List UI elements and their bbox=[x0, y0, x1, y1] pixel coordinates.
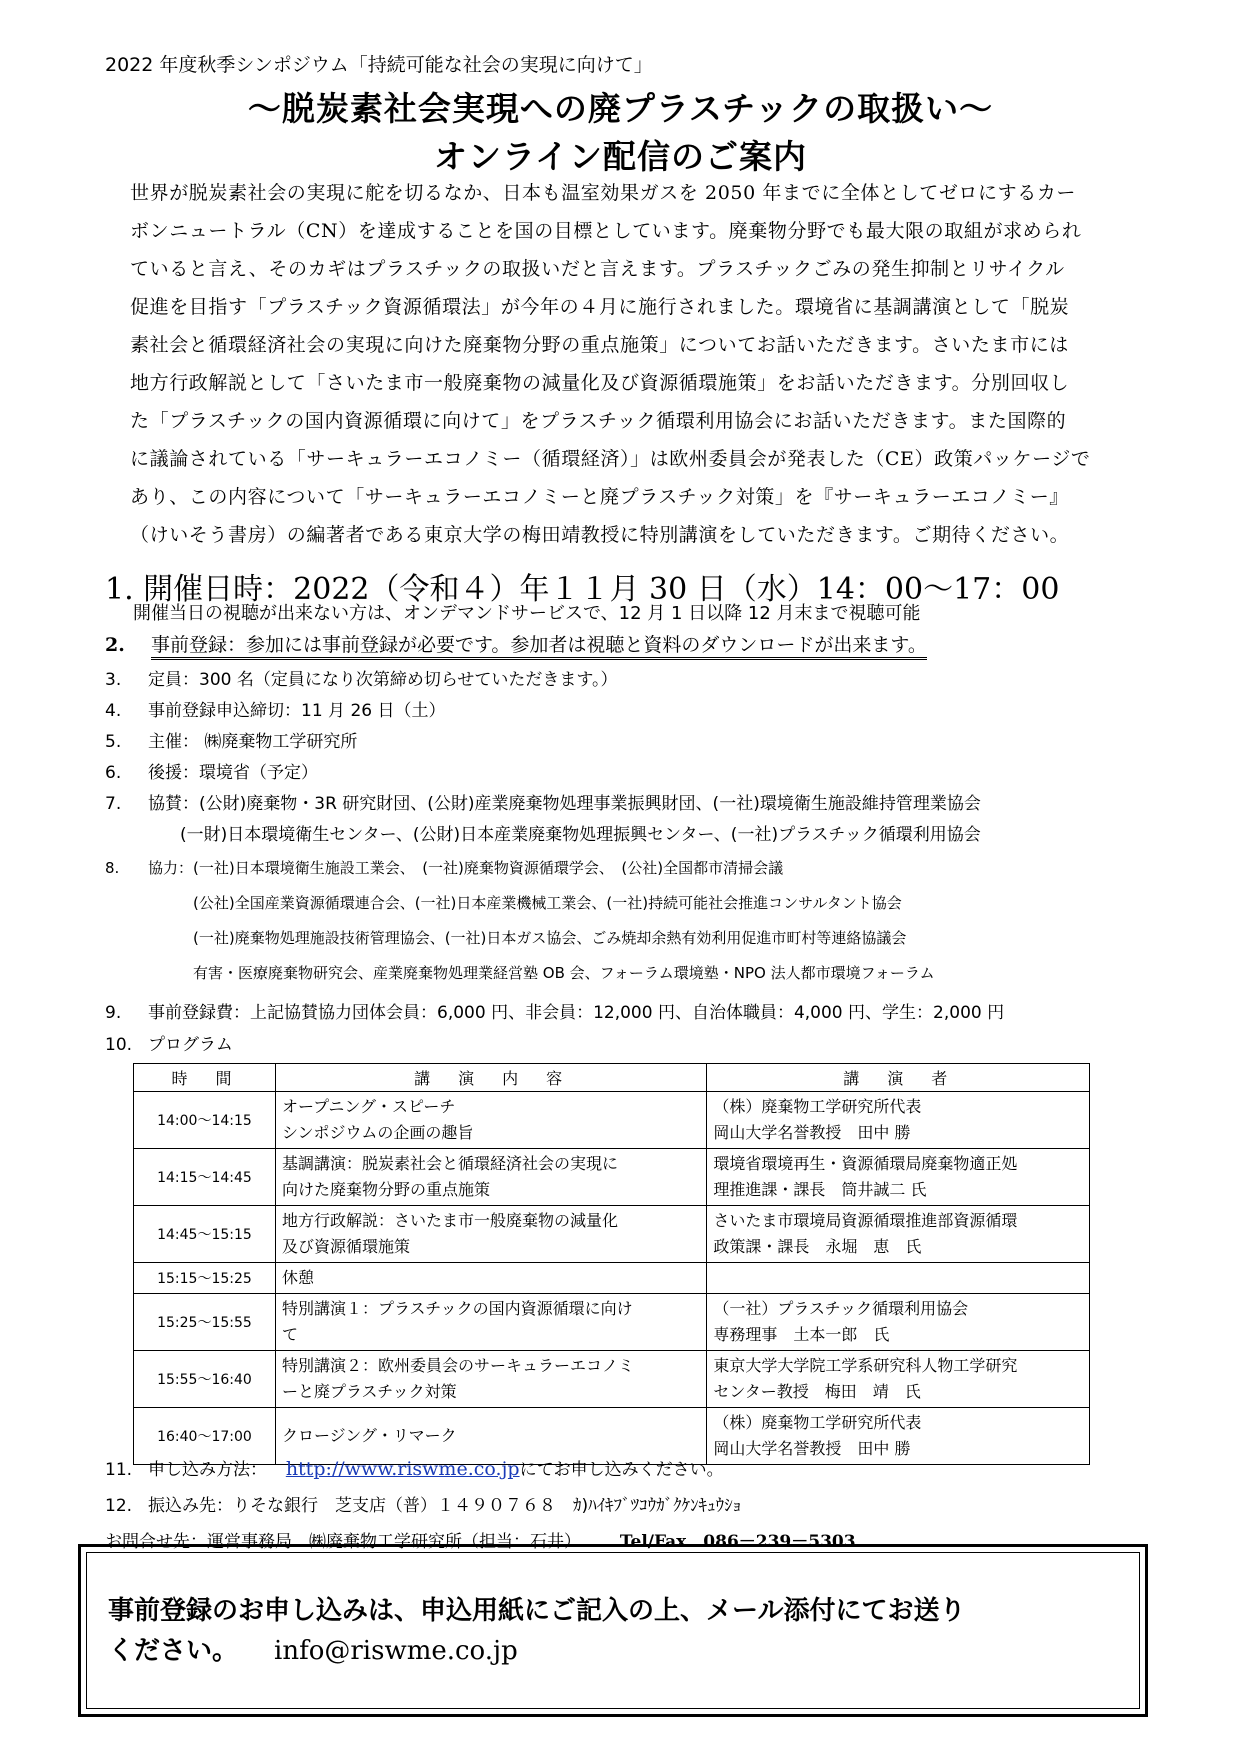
column-header-content: 講 演 内 容 bbox=[275, 1064, 706, 1092]
item-number: 3. bbox=[105, 670, 122, 690]
sponsors-text: 協賛：(公財)廃棄物・3R 研究財団、(公財)産業廃棄物処理事業振興財団、(一社)環境衛生施設維持管理業協会 bbox=[148, 794, 981, 814]
speaker-line: 東京大学大学院工学系研究科人物工学研究 bbox=[713, 1356, 1018, 1375]
session-content-line: 地方行政解説：さいたま市一般廃棄物の減量化 bbox=[281, 1211, 618, 1230]
program-label: プログラム bbox=[148, 1035, 233, 1055]
contact-phone: Tel/Fax 086－239－5303 bbox=[619, 1532, 856, 1552]
organizer-item bbox=[105, 727, 357, 752]
fee-text: 事前登録費：上記協賛協力団体会員：6,000 円、非会員：12,000 円、自治体職員：4,000 円、学生：2,000 円 bbox=[148, 1003, 1005, 1023]
table-row bbox=[134, 1149, 1090, 1206]
item-number: 8. bbox=[105, 859, 120, 877]
intro-line: 促進を目指す「プラスチック資源循環法」が今年の４月に施行されました。環境省に基調講演として「脱炭 bbox=[130, 296, 1070, 318]
registration-notice-text bbox=[108, 1591, 965, 1671]
application-method-item bbox=[105, 1455, 724, 1480]
notice-line2-text: ください。 bbox=[108, 1636, 239, 1666]
application-suffix: にてお申し込みください。 bbox=[519, 1460, 724, 1480]
session-time: 15:15～15:25 bbox=[134, 1263, 276, 1294]
deadline-text: 事前登録申込締切：11 月 26 日（土） bbox=[148, 701, 446, 721]
session-speaker bbox=[707, 1263, 1090, 1294]
table-row bbox=[134, 1351, 1090, 1408]
session-time: 14:00～14:15 bbox=[134, 1092, 276, 1149]
session-time: 14:45～15:15 bbox=[134, 1206, 276, 1263]
intro-line: に議論されている「サーキュラーエコノミー（循環経済）」は欧州委員会が発表した（CE）政策パッケージで bbox=[130, 448, 1091, 470]
table-row bbox=[134, 1294, 1090, 1351]
session-content bbox=[275, 1351, 706, 1408]
speaker-line: （一社）プラスチック循環利用協会 bbox=[713, 1299, 969, 1318]
sponsors-continued: (一財)日本環境衛生センター、(公財)日本産業廃棄物処理振興センター、(一社)プラスチック循環利用協会 bbox=[180, 825, 981, 845]
table-header-row bbox=[134, 1064, 1090, 1092]
support-item bbox=[105, 758, 318, 783]
session-content bbox=[275, 1294, 706, 1351]
session-speaker bbox=[707, 1092, 1090, 1149]
intro-line: ボンニュートラル（CN）を達成することを国の目標としています。廃棄物分野でも最大限の取組が求められ bbox=[130, 220, 1082, 242]
session-content-line: 及び資源循環施策 bbox=[281, 1237, 410, 1256]
column-header-speaker: 講 演 者 bbox=[707, 1064, 1090, 1092]
intro-line: 地方行政解説として「さいたま市一般廃棄物の減量化及び資源循環施策」をお話いただきます。分別回収し bbox=[130, 372, 1070, 394]
main-title-line2: オンライン配信のご案内 bbox=[433, 137, 807, 176]
session-time: 15:55～16:40 bbox=[134, 1351, 276, 1408]
speaker-line: 環境省環境再生・資源循環局廃棄物適正処 bbox=[713, 1154, 1018, 1173]
session-speaker bbox=[707, 1206, 1090, 1263]
intro-line: ていると言え、そのカギはプラスチックの取扱いだと言えます。プラスチックごみの発生抑制とリサイクル bbox=[130, 258, 1065, 280]
intro-paragraph bbox=[130, 174, 1155, 554]
sponsors-item bbox=[105, 789, 981, 814]
item-number: 4. bbox=[105, 701, 122, 721]
intro-line: あり、この内容について「サーキュラーエコノミーと廃プラスチック対策」を『サーキュラーエコノミー』 bbox=[130, 486, 1069, 508]
session-content-line: オープニング・スピーチ bbox=[281, 1097, 456, 1116]
notice-line: 事前登録のお申し込みは、申込用紙にご記入の上、メール添付にてお送り bbox=[108, 1596, 966, 1626]
symposium-subtitle: 2022 年度秋季シンポジウム「持続可能な社会の実現に向けて」 bbox=[105, 54, 653, 76]
session-content bbox=[275, 1092, 706, 1149]
cooperation-continued: 有害・医療廃棄物研究会、産業廃棄物処理業経営塾 OB 会、フォーラム環境塾・NPO 法人都市環境フォーラム bbox=[193, 964, 935, 982]
session-content-line: シンポジウムの企画の趣旨 bbox=[281, 1123, 474, 1142]
speaker-line: 政策課・課長 永堀 恵 氏 bbox=[713, 1237, 922, 1256]
organizer-text: 主催： ㈱廃棄物工学研究所 bbox=[148, 732, 358, 752]
application-label: 申し込み方法： bbox=[148, 1460, 267, 1480]
item-number: 12. bbox=[105, 1496, 133, 1516]
session-content-line: 休憩 bbox=[281, 1268, 314, 1287]
capacity-text: 定員：300 名（定員になり次第締め切らせていただきます。） bbox=[148, 670, 618, 690]
pre-registration-item bbox=[105, 630, 927, 657]
session-content bbox=[275, 1263, 706, 1294]
program-item bbox=[105, 1030, 233, 1055]
capacity-item bbox=[105, 665, 617, 690]
speaker-line: 理推進課・課長 筒井誠二 氏 bbox=[713, 1180, 927, 1199]
speaker-line: 専務理事 土本一郎 氏 bbox=[713, 1325, 890, 1344]
session-content-line: 特別講演１：プラスチックの国内資源循環に向け bbox=[281, 1299, 633, 1318]
session-time: 15:25～15:55 bbox=[134, 1294, 276, 1351]
speaker-line: （株）廃棄物工学研究所代表 bbox=[713, 1413, 922, 1432]
speaker-line: さいたま市環境局資源循環推進部資源循環 bbox=[713, 1211, 1018, 1230]
cooperation-continued: (一社)廃棄物処理施設技術管理協会、(一社)日本ガス協会、ごみ焼却余熱有効利用促進市町村等連絡協議会 bbox=[193, 929, 907, 947]
item-number: 9. bbox=[105, 1003, 122, 1023]
item-number: 10. bbox=[105, 1035, 133, 1055]
program-table bbox=[133, 1063, 1090, 1465]
notice-line bbox=[108, 1631, 965, 1671]
speaker-line: 岡山大学名誉教授 田中 勝 bbox=[713, 1439, 911, 1458]
event-datetime-heading: 1. 開催日時：2022（令和４）年１１月 30 日（水）14：00～17：00 bbox=[105, 572, 1060, 607]
item-number: 7. bbox=[105, 794, 122, 814]
intro-line: た「プラスチックの国内資源循環に向けて」をプラスチック循環利用協会にお話いただきます。また国際的 bbox=[130, 410, 1067, 432]
session-speaker bbox=[707, 1149, 1090, 1206]
deadline-item bbox=[105, 696, 445, 721]
session-content-line: クロージング・リマーク bbox=[281, 1426, 457, 1445]
fee-item bbox=[105, 998, 1004, 1023]
session-content-line: ーと廃プラスチック対策 bbox=[281, 1382, 457, 1401]
session-speaker bbox=[707, 1351, 1090, 1408]
speaker-line: センター教授 梅田 靖 氏 bbox=[713, 1382, 921, 1401]
item-number: 2. bbox=[105, 634, 125, 656]
table-row bbox=[134, 1263, 1090, 1294]
cooperation-continued: (公社)全国産業資源循環連合会、(一社)日本産業機械工業会、(一社)持続可能社会推進コンサルタント協会 bbox=[193, 894, 902, 912]
session-content-line: 特別講演２：欧州委員会のサーキュラーエコノミ bbox=[281, 1356, 634, 1375]
table-row bbox=[134, 1206, 1090, 1263]
session-content-line: て bbox=[281, 1325, 298, 1344]
cooperation-item bbox=[105, 857, 783, 878]
session-content-line: 向けた廃棄物分野の重点施策 bbox=[281, 1180, 490, 1199]
session-content bbox=[275, 1206, 706, 1263]
session-content-line: 基調講演：脱炭素社会と循環経済社会の実現に bbox=[281, 1154, 618, 1173]
item-number: 5. bbox=[105, 732, 122, 752]
session-content bbox=[275, 1149, 706, 1206]
session-time: 16:40～17:00 bbox=[134, 1408, 276, 1465]
session-speaker bbox=[707, 1294, 1090, 1351]
table-row bbox=[134, 1092, 1090, 1149]
cooperation-text: 協力：(一社)日本環境衛生施設工業会、 (一社)廃棄物資源循環学会、 (公社)全国都市清掃会議 bbox=[148, 859, 784, 877]
bank-transfer-item bbox=[105, 1491, 741, 1516]
session-time: 14:15～14:45 bbox=[134, 1149, 276, 1206]
on-demand-note: 開催当日の視聴が出来ない方は、オンデマンドサービスで、12 月 1 日以降 12 月末まで視聴可能 bbox=[133, 603, 921, 624]
registration-link[interactable]: http://www.riswme.co.jp bbox=[285, 1458, 520, 1480]
session-speaker bbox=[707, 1408, 1090, 1465]
speaker-line: （株）廃棄物工学研究所代表 bbox=[713, 1097, 922, 1116]
column-header-time: 時 間 bbox=[134, 1064, 276, 1092]
notice-email[interactable]: info@riswme.co.jp bbox=[274, 1636, 518, 1666]
contact-text: お問合せ先：運営事務局 ㈱廃棄物工学研究所（担当：石井） bbox=[105, 1532, 581, 1552]
main-title: ～脱炭素社会実現への廃プラスチックの取扱い～ bbox=[247, 89, 994, 128]
intro-line: 世界が脱炭素社会の実現に舵を切るなか、日本も温室効果ガスを 2050 年までに全体としてゼロにするカー bbox=[130, 182, 1077, 204]
bank-transfer-text: 振込み先：りそな銀行 芝支店（普）１４９０７６８ ｶ)ﾊｲｷﾌﾞﾂｺｳｶﾞｸｹﾝｷｭｳｼｮ bbox=[148, 1496, 742, 1516]
intro-line: （けいそう書房）の編著者である東京大学の梅田靖教授に特別講演をしていただきます。ご期待ください。 bbox=[130, 524, 1070, 546]
pre-registration-text: 事前登録：参加には事前登録が必要です。参加者は視聴と資料のダウンロードが出来ます。 bbox=[151, 634, 927, 660]
item-number: 6. bbox=[105, 763, 122, 783]
item-number: 11. bbox=[105, 1460, 133, 1480]
support-text: 後援：環境省（予定） bbox=[148, 763, 318, 783]
intro-line: 素社会と循環経済社会の実現に向けた廃棄物分野の重点施策」についてお話いただきます。さいたま市には bbox=[130, 334, 1069, 356]
speaker-line: 岡山大学名誉教授 田中 勝 bbox=[713, 1123, 911, 1142]
